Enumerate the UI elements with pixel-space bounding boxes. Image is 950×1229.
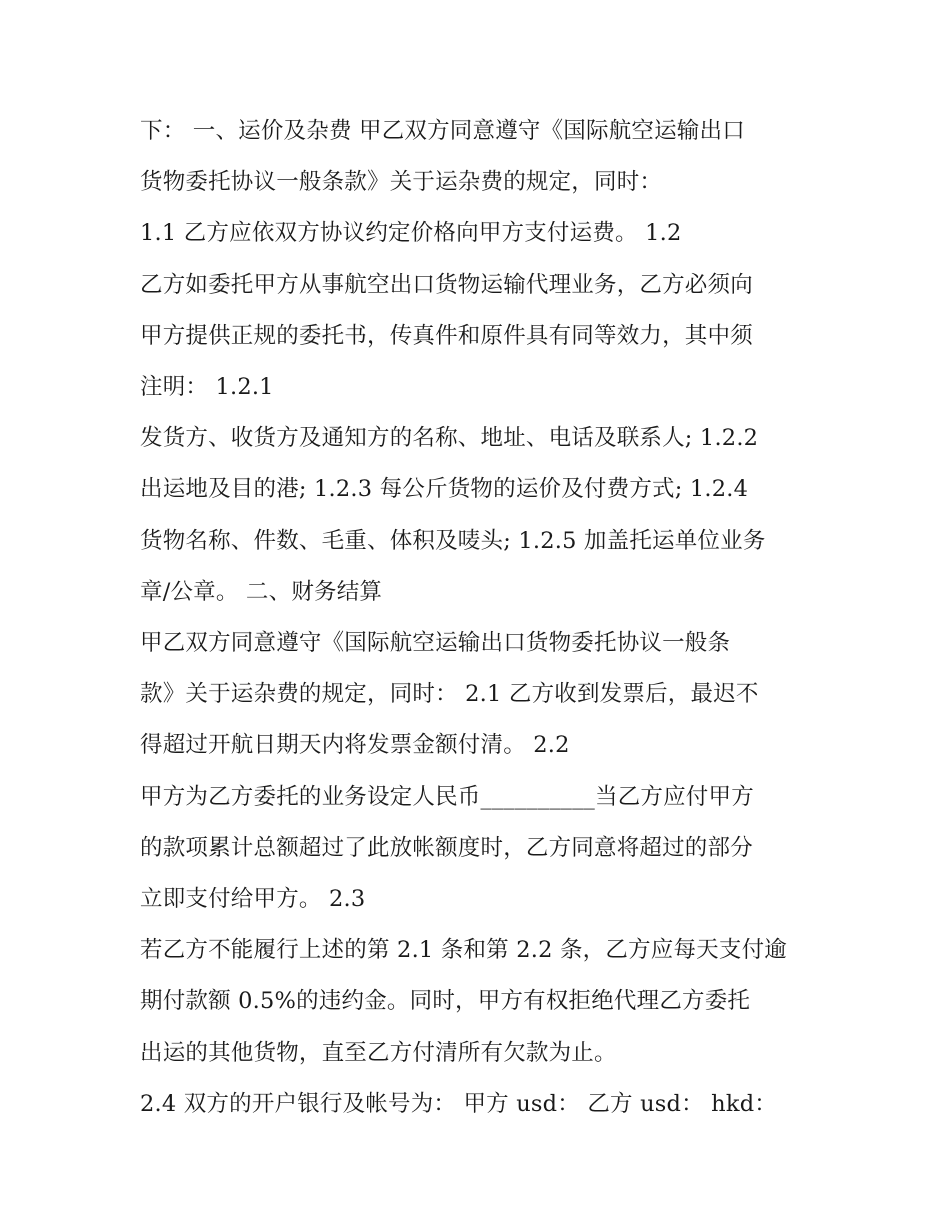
text-line: 发货方、收货方及通知方的名称、地址、电话及联系人; 1.2.2 — [140, 425, 759, 452]
text-line: 款》关于运杂费的规定，同时： 2.1 乙方收到发票后，最迟不 — [140, 681, 759, 708]
text-line: 立即支付给甲方。 2.3 — [140, 886, 366, 913]
text-line: 甲乙双方同意遵守《国际航空运输出口货物委托协议一般条 — [140, 630, 731, 657]
text-line: 乙方如委托甲方从事航空出口货物运输代理业务，乙方必须向 — [140, 271, 753, 298]
text-line: 1.1 乙方应依双方协议约定价格向甲方支付运费。 1.2 — [140, 220, 682, 247]
text-line: 下： 一、运价及杂费 甲乙双方同意遵守《国际航空运输出口 — [140, 118, 745, 144]
text-line: 的款项累计总额超过了此放帐额度时，乙方同意将超过的部分 — [140, 834, 753, 861]
document-body — [140, 106, 840, 1130]
text-line: 若乙方不能履行上述的第 2.1 条和第 2.2 条，乙方应每天支付逾 — [140, 937, 787, 964]
text-line: 甲方提供正规的委托书，传真件和原件具有同等效力，其中须 — [140, 322, 753, 349]
text-line: 出运地及目的港; 1.2.3 每公斤货物的运价及付费方式; 1.2.4 — [140, 476, 749, 503]
text-line: 章/公章。 二、财务结算 — [140, 578, 383, 605]
text-line: 得超过开航日期天内将发票金额付清。 2.2 — [140, 732, 570, 759]
text-line: 货物名称、件数、毛重、体积及唛头; 1.2.5 加盖托运单位业务 — [140, 527, 766, 554]
text-line: 期付款额 0.5%的违约金。同时，甲方有权拒绝代理乙方委托 — [140, 988, 751, 1015]
text-line: 出运的其他货物，直至乙方付清所有欠款为止。 — [140, 1039, 617, 1066]
text-line: 货物委托协议一般条款》关于运杂费的规定，同时： — [140, 169, 663, 196]
text-line: 2.4 双方的开户银行及帐号为： 甲方 usd： 乙方 usd： hkd： — [140, 1090, 778, 1117]
text-line: 甲方为乙方委托的业务设定人民币__________当乙方应付甲方 — [140, 783, 754, 810]
text-line: 注明： 1.2.1 — [140, 374, 274, 401]
